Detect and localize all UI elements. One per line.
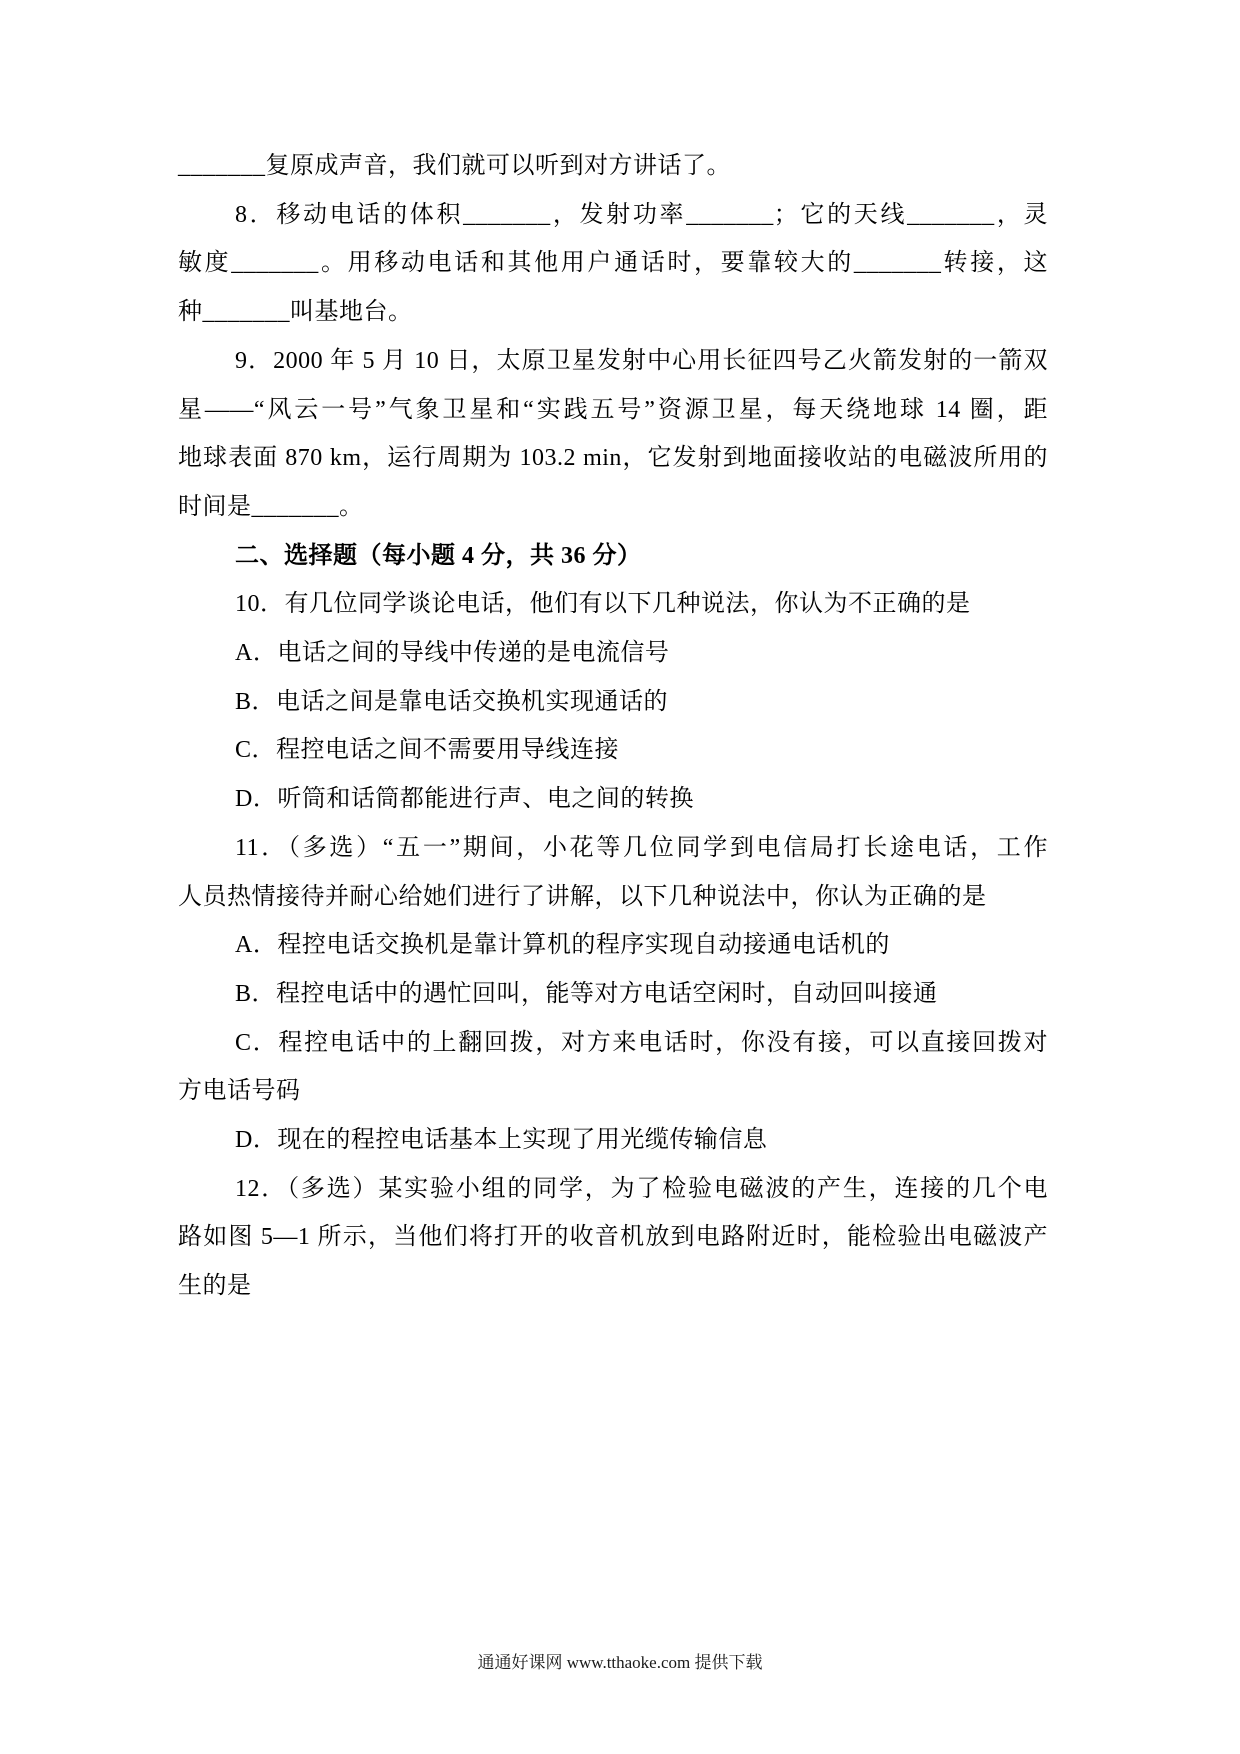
text-line: A．程控电话交换机是靠计算机的程序实现自动接通电话机的 xyxy=(235,932,890,959)
text-line: B．程控电话中的遇忙回叫，能等对方电话空闲时，自动回叫接通 xyxy=(235,980,938,1007)
text-line: 12．（多选）某实验小组的同学，为了检验电磁波的产生，连接的几个电 xyxy=(235,1175,1048,1202)
text-line: B．电话之间是靠电话交换机实现通话的 xyxy=(235,688,669,715)
section-heading: 二、选择题（每小题 4 分，共 36 分） xyxy=(235,542,642,569)
text-line: 路如图 5—1 所示，当他们将打开的收音机放到电路附近时，能检验出电磁波产 xyxy=(178,1224,1048,1251)
text-line: D．现在的程控电话基本上实现了用光缆传输信息 xyxy=(235,1127,768,1154)
text-line: 敏度_______。用移动电话和其他用户通话时，要靠较大的_______转接，这 xyxy=(178,250,1048,277)
text-line: 9．2000 年 5 月 10 日，太原卫星发射中心用长征四号乙火箭发射的一箭双 xyxy=(235,347,1048,374)
text-line: 人员热情接待并耐心给她们进行了讲解，以下几种说法中，你认为正确的是 xyxy=(178,883,987,910)
text-line: A．电话之间的导线中传递的是电流信号 xyxy=(235,640,670,667)
text-line: 11．（多选）“五一”期间，小花等几位同学到电信局打长途电话，工作 xyxy=(235,834,1048,861)
text-line: 星——“风云一号”气象卫星和“实践五号”资源卫星，每天绕地球 14 圈，距 xyxy=(178,396,1048,423)
footer-watermark-text: 通通好课网 www.tthaoke.com 提供下载 xyxy=(477,1653,763,1672)
text-line: 时间是_______。 xyxy=(178,493,364,520)
text-line: 方电话号码 xyxy=(178,1078,301,1105)
text-line: 种_______叫基地台。 xyxy=(178,299,413,326)
text-line: C．程控电话中的上翻回拨，对方来电话时，你没有接，可以直接回拨对 xyxy=(235,1029,1048,1056)
text-line: 生的是 xyxy=(178,1273,252,1300)
text-line: 地球表面 870 km，运行周期为 103.2 min，它发射到地面接收站的电磁波所用的 xyxy=(178,445,1048,472)
text-line: 10．有几位同学谈论电话，他们有以下几种说法，你认为不正确的是 xyxy=(235,591,971,618)
page-footer xyxy=(0,1650,1240,1676)
text-line: C．程控电话之间不需要用导线连接 xyxy=(235,737,620,764)
text-line: _______复原成声音，我们就可以听到对方讲话了。 xyxy=(178,153,731,179)
text-line: D．听筒和话筒都能进行声、电之间的转换 xyxy=(235,786,694,813)
document-body xyxy=(178,142,1048,1311)
text-line: 8．移动电话的体积_______，发射功率_______；它的天线_______，灵 xyxy=(235,201,1048,228)
